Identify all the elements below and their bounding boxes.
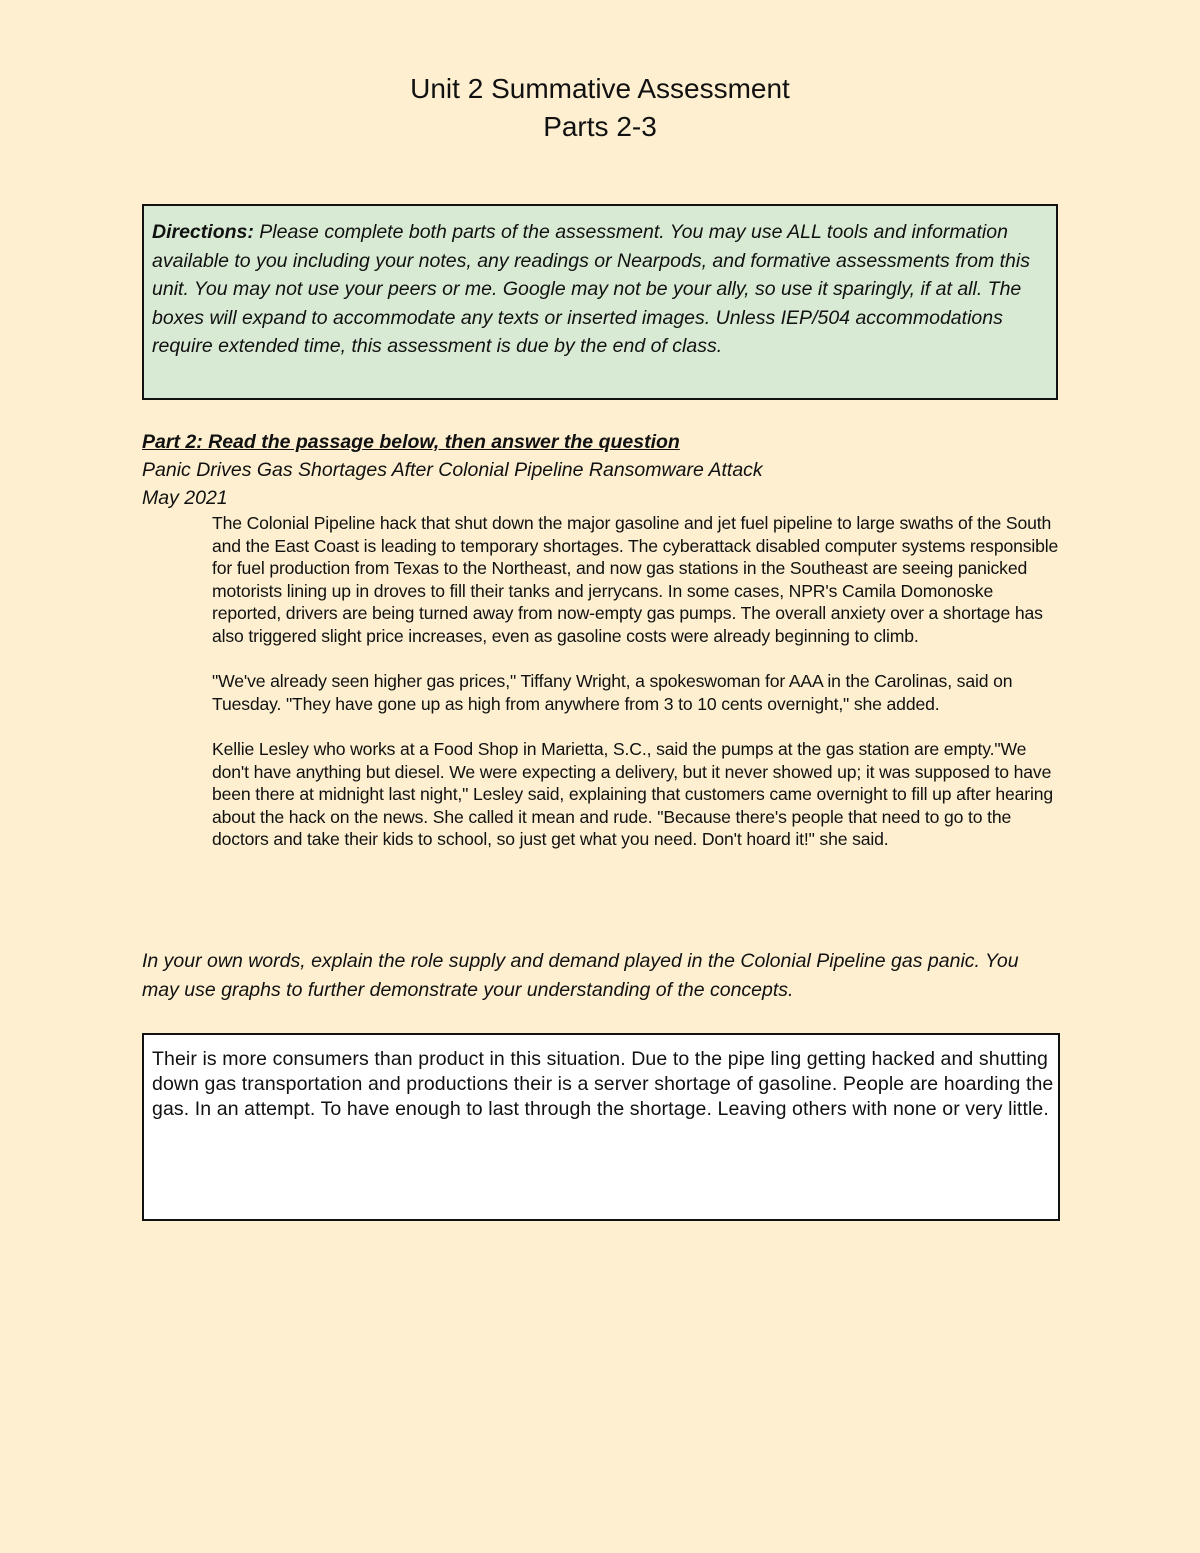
passage-paragraph-2: "We've already seen higher gas prices," Tiffany Wright, a spokeswoman for AAA in the Carolinas, said on Tuesday. "They have gone up as high from anywhere from 3 to 10 cents overnight," she added. — [212, 671, 1013, 714]
part2-section — [142, 428, 1062, 874]
part2-heading: Part 2: Read the passage below, then answer the question — [142, 431, 680, 453]
page-title — [0, 70, 1200, 146]
article-title: Panic Drives Gas Shortages After Colonial Pipeline Ransomware Attack — [142, 459, 763, 481]
directions-label: Directions: — [152, 221, 254, 243]
directions-text: Please complete both parts of the assessment. You may use ALL tools and information available to you including your notes, any readings or Nearpods, and formative assessments from this unit. You may not use your peers or me. Google may not be your ally, so use it sparingly, if at all. The boxes will expand to accommodate any texts or inserted images. Unless IEP/504 accommodations require extended time, this assessment is due by the end of class. — [152, 221, 1030, 358]
title-line-1: Unit 2 Summative Assessment — [410, 73, 790, 104]
answer-text[interactable]: Their is more consumers than product in this situation. Due to the pipe ling getting hacked and shutting down gas transportation and productions their is a server shortage of gasoline. People are hoarding the gas. In an attempt. To have enough to last through the shortage. Leaving others with none or very little. — [152, 1048, 1054, 1120]
directions-box — [142, 204, 1058, 400]
passage — [212, 512, 1062, 851]
answer-box[interactable] — [142, 1033, 1060, 1221]
title-line-2: Parts 2-3 — [543, 111, 657, 142]
question-prompt: In your own words, explain the role supply and demand played in the Colonial Pipeline gas panic. You may use graphs to further demonstrate your understanding of the concepts. — [142, 950, 1019, 1001]
passage-paragraph-1: The Colonial Pipeline hack that shut down the major gasoline and jet fuel pipeline to large swaths of the South and the East Coast is leading to temporary shortages. The cyberattack disabled computer systems responsible for fuel production from Texas to the Northeast, and now gas stations in the Southeast are seeing panicked motorists lining up in droves to fill their tanks and jerrycans. In some cases, NPR's Camila Domonoske reported, drivers are being turned away from now-empty gas pumps. The overall anxiety over a shortage has also triggered slight price increases, even as gasoline costs were already beginning to climb. — [212, 513, 1059, 646]
article-date: May 2021 — [142, 487, 228, 509]
passage-paragraph-3: Kellie Lesley who works at a Food Shop in Marietta, S.C., said the pumps at the gas station are empty."We don't have anything but diesel. We were expecting a delivery, but it never showed up; it was supposed to have been there at midnight last night," Lesley said, explaining that customers came overnight to fill up after hearing about the hack on the news. She called it mean and rude. "Because there's people that need to go to the doctors and take their kids to school, so just get what you need. Don't hoard it!" she said. — [212, 738, 1053, 850]
